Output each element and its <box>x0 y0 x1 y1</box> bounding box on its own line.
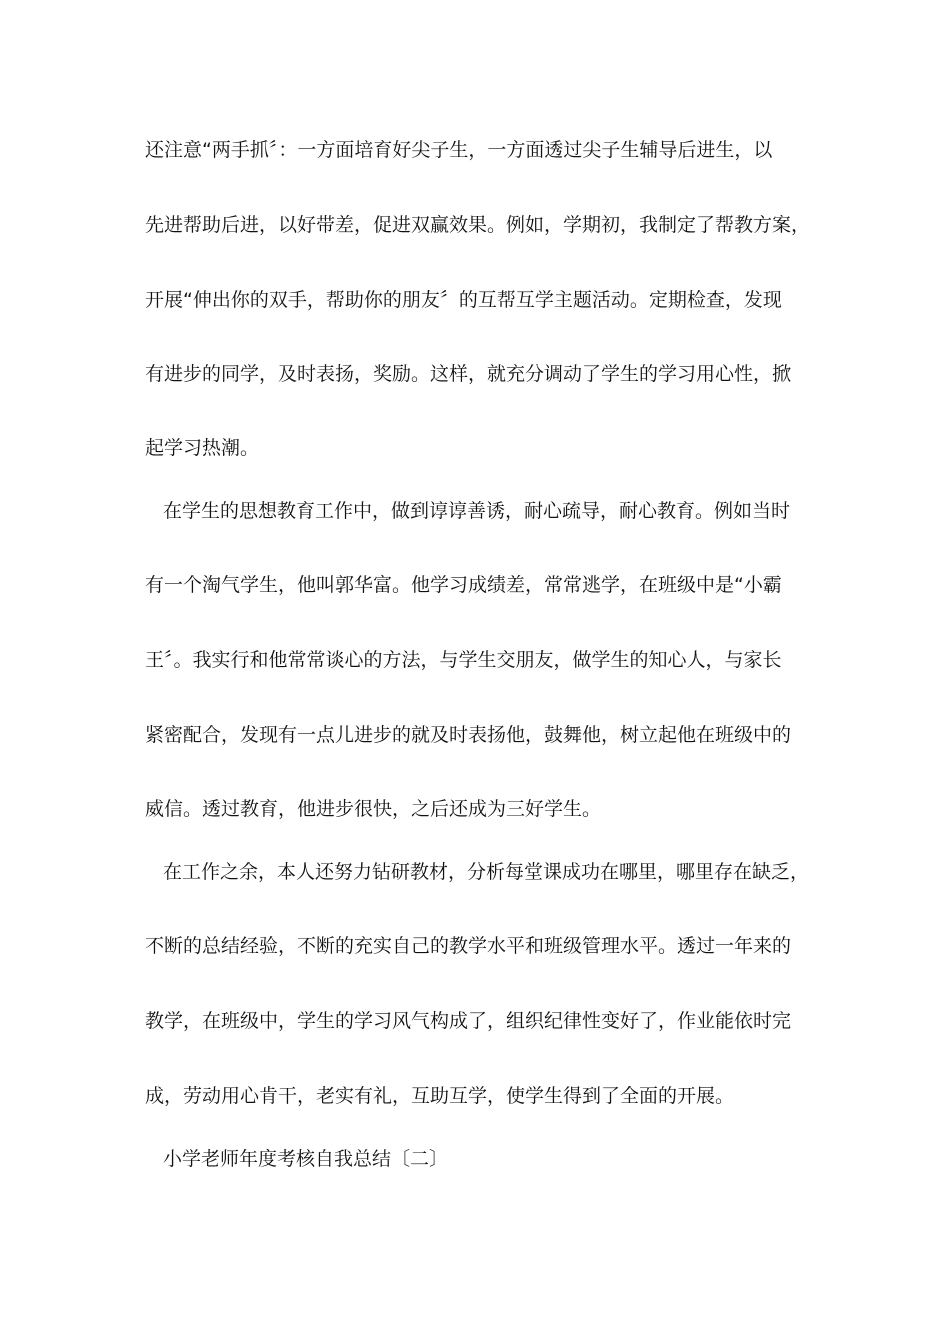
paragraph-line-8: 王〞。我实行和他常常谈心的方法，与学生交朋友，做学生的知心人，与家长 <box>145 649 782 671</box>
paragraph-line-7: 有一个淘气学生，他叫郭华富。他学习成绩差，常常逃学，在班级中是“小霸 <box>145 574 782 596</box>
section-heading: 小学老师年度考核自我总结〔二〕 <box>163 1148 449 1170</box>
paragraph-line-14: 成，劳动用心肯干，老实有礼，互助互学，使学生得到了全面的开展。 <box>145 1085 735 1107</box>
paragraph-line-5: 起学习热潮。 <box>145 437 260 459</box>
paragraph-line-10: 威信。透过教育，他进步很快，之后还成为三好学生。 <box>145 798 602 820</box>
paragraph-line-12: 不断的总结经验，不断的充实自己的教学水平和班级管理水平。透过一年来的 <box>145 935 792 957</box>
paragraph-line-4: 有进步的同学，及时表扬，奖励。这样，就充分调动了学生的学习用心性，掀 <box>145 363 792 385</box>
paragraph-line-9: 紧密配合，发现有一点儿进步的就及时表扬他，鼓舞他，树立起他在班级中的 <box>145 724 792 746</box>
paragraph-line-11: 在工作之余，本人还努力钻研教材，分析每堂课成功在哪里，哪里存在缺乏， <box>163 861 810 883</box>
paragraph-line-13: 教学，在班级中，学生的学习风气构成了，组织纪律性变好了，作业能依时完 <box>145 1010 792 1032</box>
paragraph-line-1: 还注意“两手抓〞：一方面培育好尖子生，一方面透过尖子生辅导后进生，以 <box>145 139 773 161</box>
paragraph-line-2: 先进帮助后进，以好带差，促进双赢效果。例如，学期初，我制定了帮教方案， <box>145 214 811 236</box>
paragraph-line-3: 开展“伸出你的双手，帮助你的朋友〞的互帮互学主题活动。定期检查，发现 <box>145 289 782 311</box>
paragraph-line-6: 在学生的思想教育工作中，做到谆谆善诱，耐心疏导，耐心教育。例如当时 <box>163 500 791 522</box>
